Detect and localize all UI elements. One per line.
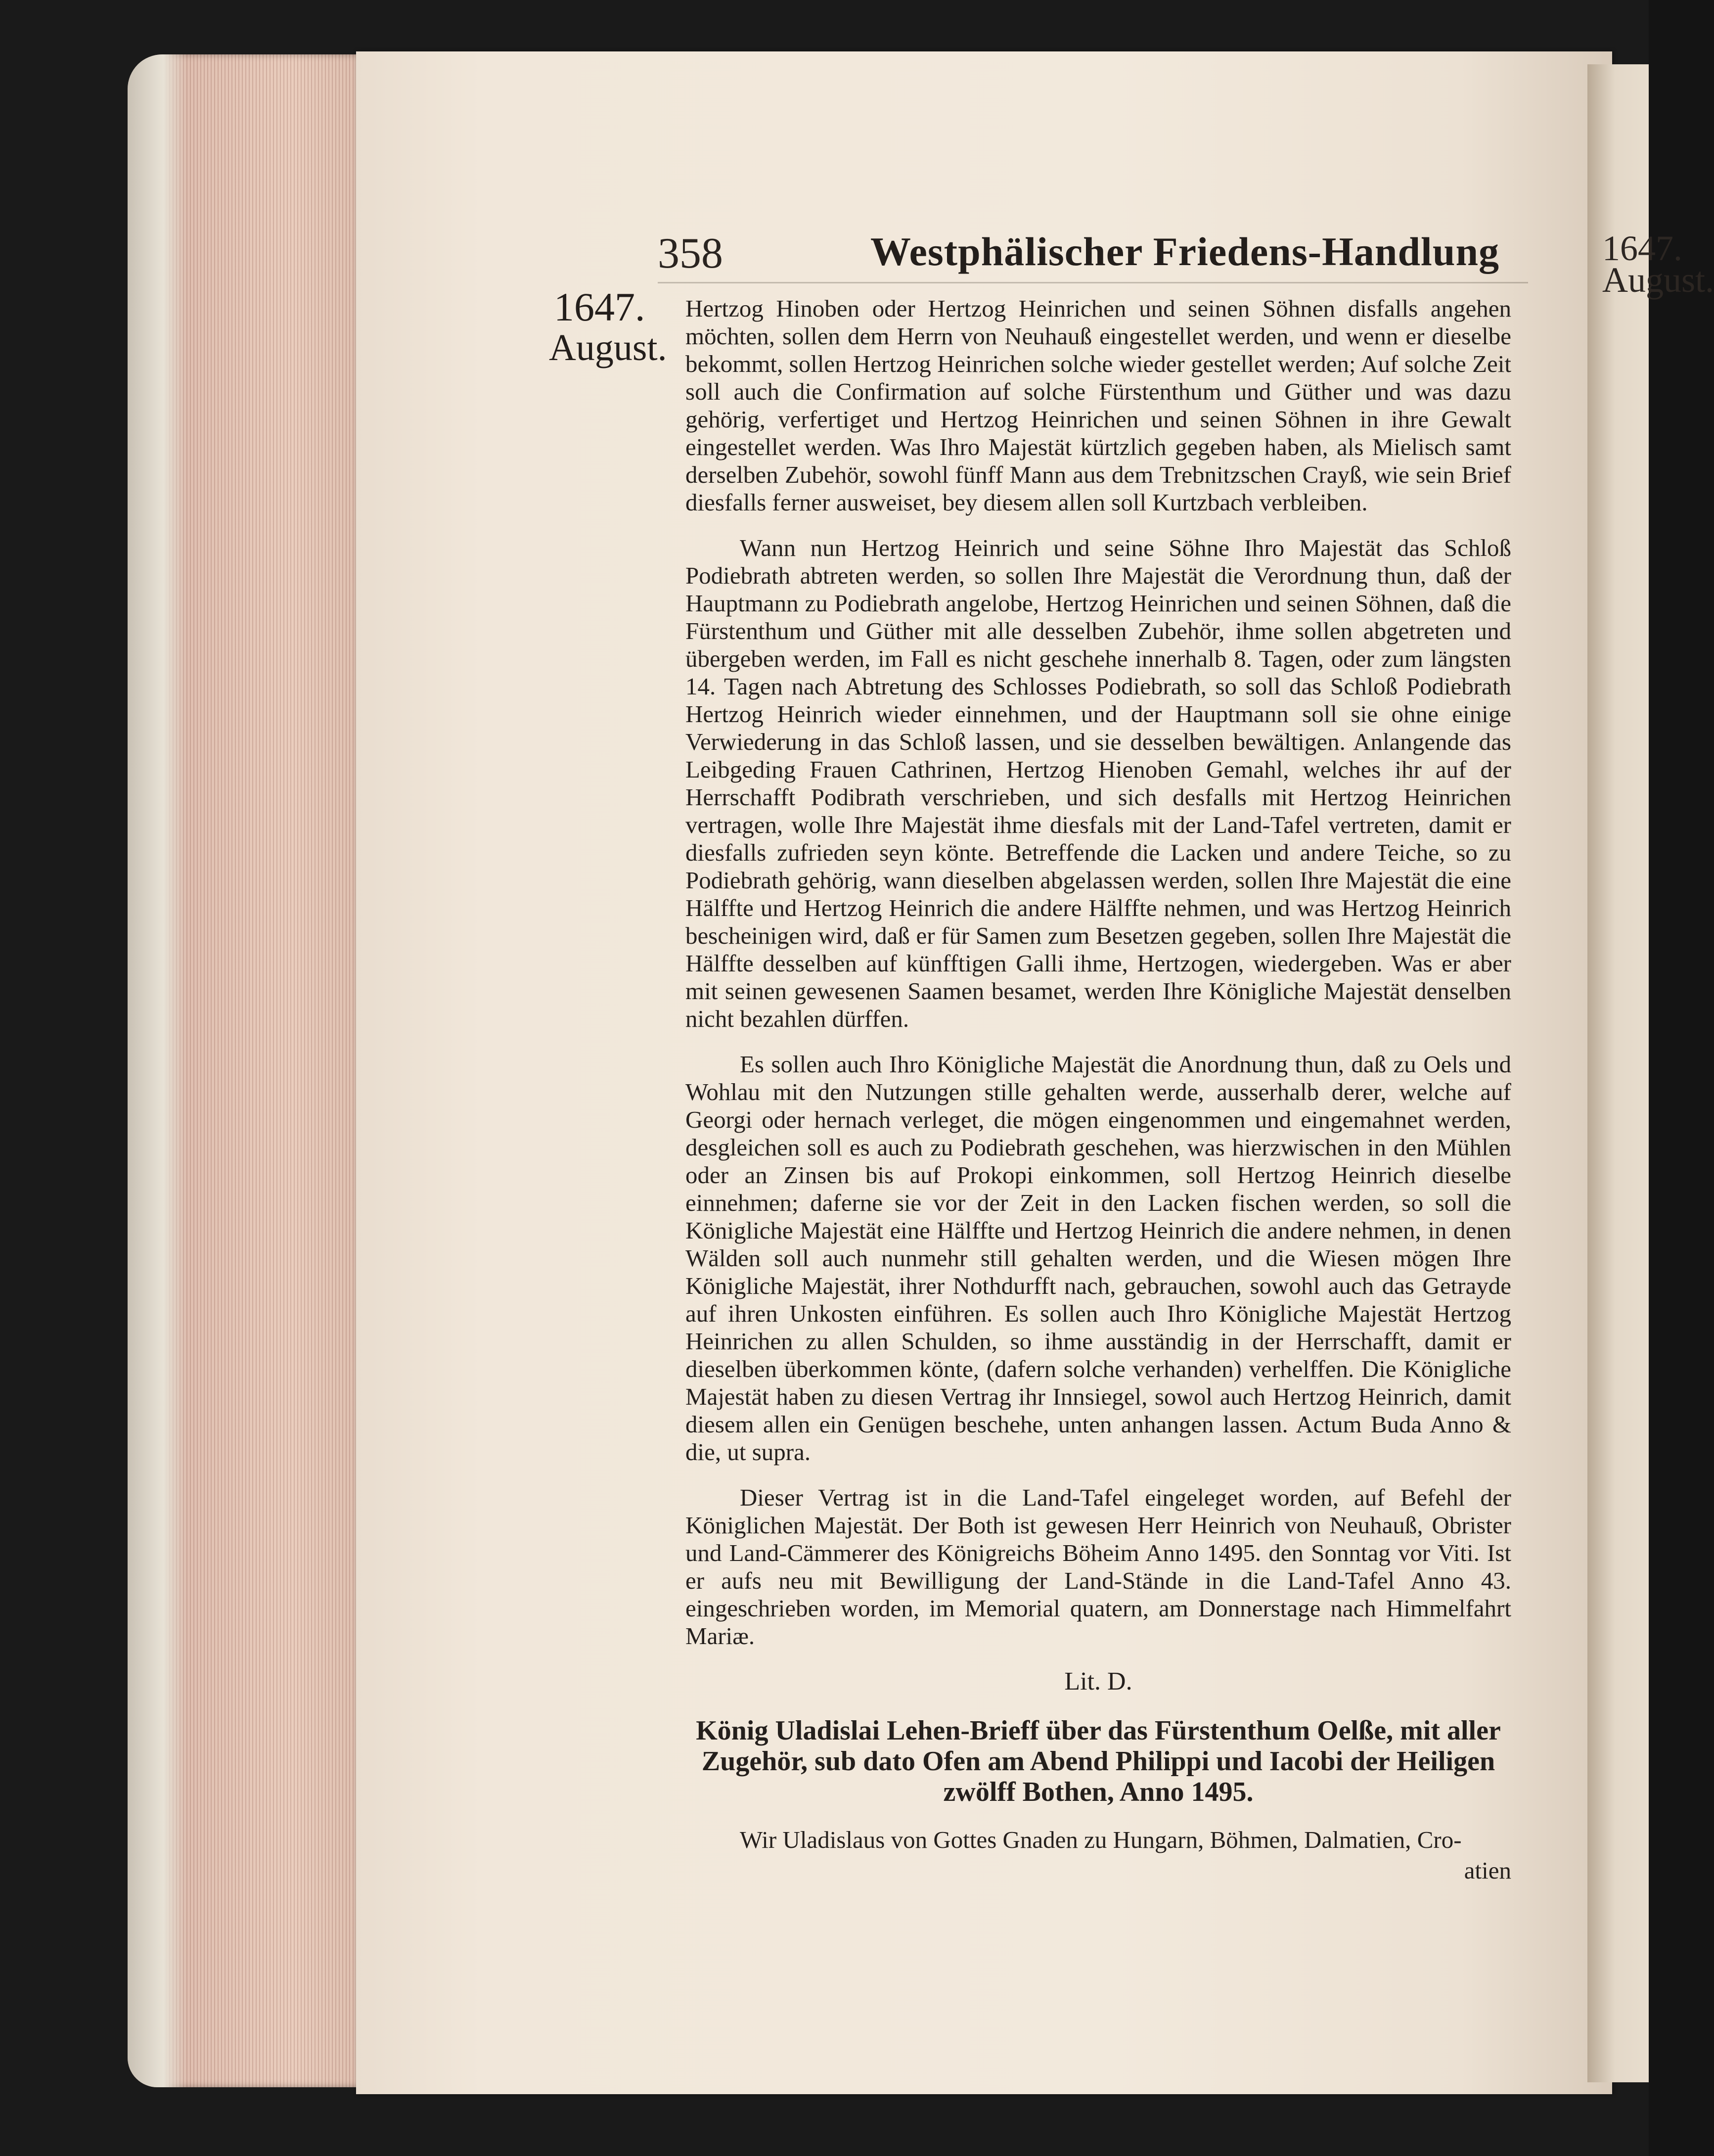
body-text — [685, 295, 1511, 1884]
facing-page-margin-date — [1602, 229, 1714, 300]
running-title: Westphälischer Friedens-Handlung — [870, 229, 1500, 274]
paragraph-4: Dieser Vertrag ist in die Land-Tafel eingeleget worden, auf Befehl der Königlichen Majestät. Der Both ist gewesen Herr Heinrich von Neuhauß, Obrister und Land-Cämmerer des Königreichs Böheim Anno 1495. den Sonntag vor Viti. Ist er aufs neu mit Bewilligung der Land-Stände in die Land-Tafel Anno 43. eingeschrieben worden, im Memorial quatern, am Donnerstage nach Himmelfahrt Mariæ. — [685, 1484, 1511, 1650]
paragraph-2: Wann nun Hertzog Heinrich und seine Söhne Ihro Majestät das Schloß Podiebrath abtreten werden, so sollen Ihre Majestät die Verordnung thun, daß der Hauptmann zu Podiebrath angelobe, Hertzog Heinrichen und seinen Söhnen, daß die Fürstenthum und Güther mit alle desselben Zubehör, ihme sollen abgetreten und übergeben werden, im Fall es nicht geschehe innerhalb 8. Tagen, oder zum längsten 14. Tagen nach Abtretung des Schlosses Podiebrath, so soll das Schloß Podiebrath Hertzog Heinrich wieder einnehmen, und der Hauptmann soll sie ohne einige Verwiederung in das Schloß lassen, und sie desselben bewältigen. Anlangende das Leibgeding Frauen Cathrinen, Hertzog Hienoben Gemahl, welches ihr auf der Herrschafft Podibrath verschrieben, und sich desfalls mit Hertzog Heinrichen vertragen, wolle Ihre Majestät ihme diesfals mit der Land-Tafel vertreten, damit er diesfalls zufrieden seyn könte. Betreffende die Lacken und andere Teiche, so zu Podiebrath gehörig, wann dieselben abgelassen werden, sollen Ihre Majestät die eine Hälffte und Hertzog Heinrich die andere Hälffte nehmen, und was Hertzog Heinrich bescheinigen wird, daß er für Samen zum Besetzen gegeben, sollen Ihre Majestät die Hälffte desselben auf künfftigen Galli ihme, Hertzogen, wiedergeben. Was er aber mit seinen gewesenen Saamen besamet, werden Ihre Königliche Majestät denselben nicht bezahlen dürffen. — [685, 534, 1511, 1032]
lit-heading: Lit. D. — [1064, 1667, 1132, 1696]
header-rule — [658, 282, 1528, 283]
last-line: Wir Uladislaus von Gottes Gnaden zu Hungarn, Böhmen, Dalmatien, Cro- — [740, 1826, 1462, 1853]
catchword: atien — [1464, 1857, 1511, 1884]
facing-year: 1647. — [1602, 229, 1682, 268]
document-title: König Uladislai Lehen-Brieff über das Fürstenthum Oelße, mit aller Zugehör, sub dato Ofen am Abend Philippi und Iacobi der Heiligen zwölff Bothen, Anno 1495. — [696, 1715, 1501, 1807]
margin-month: August. — [549, 327, 667, 368]
paragraph-1: Hertzog Hinoben oder Hertzog Heinrichen und seinen Söhnen disfalls angehen möchten, sollen dem Herrn von Neuhauß eingestellet werden, und wenn er dieselbe bekommt, sollen Hertzog Heinrichen solche wieder gestellet werden; Auf solche Zeit soll auch die Confirmation auf solche Fürstenthum und Güther und was dazu gehörig, verfertiget und Hertzog Heinrichen und seinen Söhnen in ihre Gewalt eingestellet werden. Was Ihro Majestät kürtzlich gegeben haben, als Mielisch samt derselben Zubehör, sowohl fünff Mann aus dem Trebnitzschen Crayß, wie sein Brief diesfalls ferner ausweiset, bey diesem allen soll Kurtzbach verbleiben. — [685, 295, 1511, 516]
facing-month: August. — [1602, 260, 1714, 300]
book-edge-shadow — [128, 54, 187, 2087]
page-number: 358 — [658, 229, 723, 277]
paragraph-3: Es sollen auch Ihro Königliche Majestät die Anordnung thun, daß zu Oels und Wohlau mit den Nutzungen stille gehalten werde, ausserhalb derer, welche auf Georgi oder hernach verleget, die mögen eingenommen und eingemahnet werden, desgleichen soll es auch zu Podiebrath geschehen, was hierzwischen in den Mühlen oder an Zinsen bis auf Prokopi einkommen, soll Hertzog Heinrich dieselbe einnehmen; daferne sie vor der Zeit in den Lacken fischen werden, so soll die Königliche Majestät eine Hälffte und Hertzog Heinrich die andere nehmen, in denen Wälden soll auch nunmehr still gehalten werden, und die Wiesen mögen Ihre Königliche Majestät, ihrer Nothdurfft nach, gebrauchen, sowohl auch das Getrayde auf ihren Unkosten einführen. Es sollen auch Ihro Königliche Majestät Hertzog Heinrichen zu allen Schulden, so ihme ausständig in der Herrschafft, damit er dieselben überkommen könte, (dafern solche verhanden) verhelffen. Die Königliche Majestät haben zu diesen Vertrag ihr Innsiegel, sowol auch Hertzog Heinrich, damit diesem allen ein Genügen beschehe, unten anhangen lassen. Actum Buda Anno & die, ut supra. — [685, 1051, 1511, 1466]
margin-year: 1647. — [554, 284, 645, 329]
